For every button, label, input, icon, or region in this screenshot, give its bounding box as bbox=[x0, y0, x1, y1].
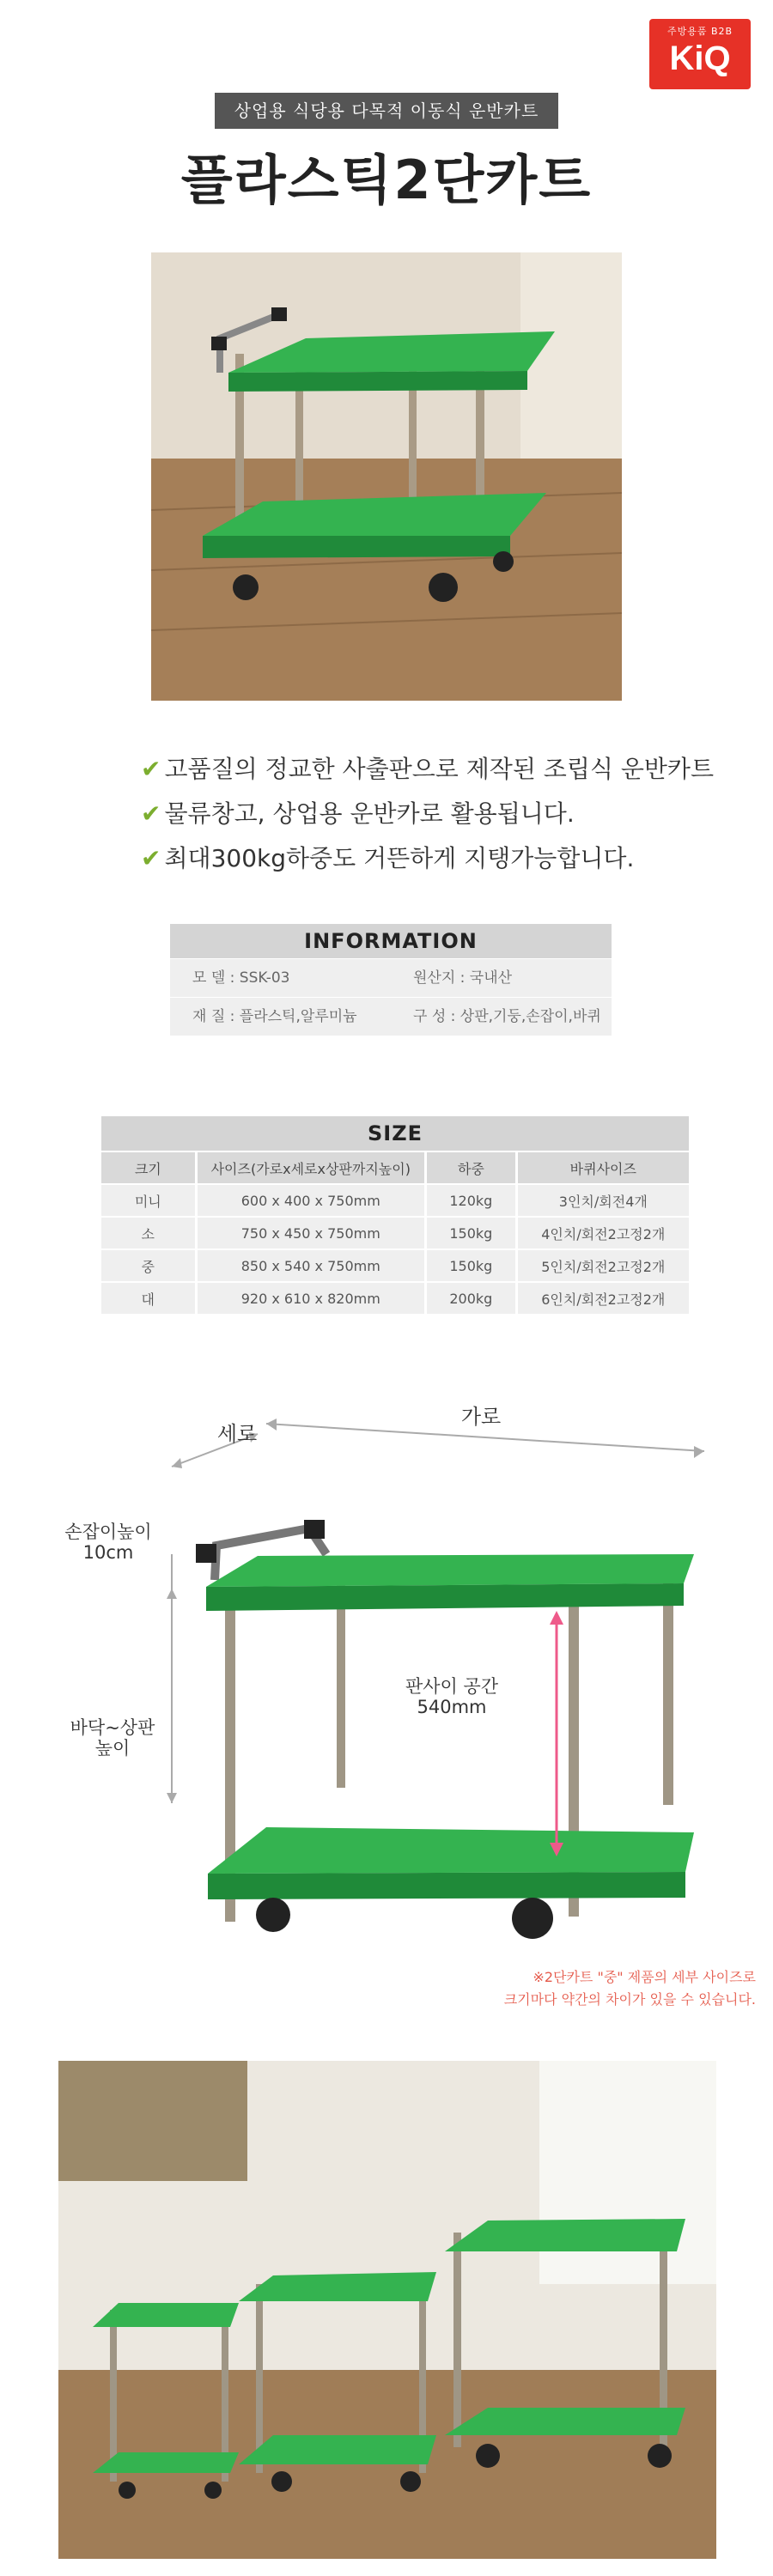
size-title: SIZE bbox=[101, 1116, 689, 1151]
information-table bbox=[170, 924, 612, 1036]
table-row: 미니 600 x 400 x 750mm 120kg 3인치/회전4개 bbox=[101, 1185, 689, 1216]
feature-item: ✔ 물류창고, 상업용 운반카로 활용됩니다. bbox=[141, 799, 575, 828]
info-components: 구 성 : 상판,기둥,손잡이,바퀴 bbox=[413, 1008, 601, 1025]
feature-item: ✔ 고품질의 정교한 사출판으로 제작된 조립식 운반카트 bbox=[141, 755, 715, 783]
brand-logo: KiQ bbox=[669, 39, 731, 77]
size-table-header bbox=[101, 1152, 689, 1183]
check-icon: ✔ bbox=[141, 799, 161, 828]
dimension-diagram bbox=[0, 1374, 773, 1941]
brand-badge bbox=[649, 19, 751, 89]
floor-height-label: 바닥~상판 높이 bbox=[70, 1717, 155, 1759]
check-icon: ✔ bbox=[141, 844, 161, 872]
col-dimensions: 사이즈(가로x세로x상판까지높이) bbox=[198, 1152, 427, 1183]
lineup-photo bbox=[58, 2061, 716, 2559]
table-row: 소 750 x 450 x 750mm 150kg 4인치/회전2고정2개 bbox=[101, 1218, 689, 1249]
info-row bbox=[170, 958, 612, 997]
feature-item: ✔ 최대300kg하중도 거뜬하게 지탱가능합니다. bbox=[141, 844, 635, 872]
info-model: 모 델 : SSK-03 bbox=[192, 969, 290, 987]
table-row: 중 850 x 540 x 750mm 150kg 5인치/회전2고정2개 bbox=[101, 1250, 689, 1281]
width-label: 가로 bbox=[460, 1405, 502, 1429]
col-size: 크기 bbox=[101, 1152, 198, 1183]
info-row bbox=[170, 997, 612, 1036]
depth-label: 세로 bbox=[216, 1422, 258, 1446]
size-note: ※2단카트 "중" 제품의 세부 사이즈로 크기마다 약간의 차이가 있을 수 있습니다. bbox=[503, 1969, 756, 2008]
check-icon: ✔ bbox=[141, 755, 161, 783]
product-photo bbox=[151, 252, 622, 701]
col-wheel: 바퀴사이즈 bbox=[518, 1152, 689, 1183]
page-title: 플라스틱2단카트 bbox=[180, 149, 593, 211]
information-title: INFORMATION bbox=[170, 924, 612, 958]
gap-label: 판사이 공간 540mm bbox=[405, 1676, 499, 1717]
info-origin: 원산지 : 국내산 bbox=[413, 969, 513, 987]
brand-tagline: 주방용품 B2B bbox=[666, 26, 733, 37]
info-material: 재 질 : 플라스틱,알루미늄 bbox=[192, 1008, 357, 1025]
subtitle-bar: 상업용 식당용 다목적 이동식 운반카트 bbox=[215, 93, 558, 129]
col-load: 하중 bbox=[427, 1152, 518, 1183]
handle-height-label: 손잡이높이 10cm bbox=[64, 1522, 152, 1563]
table-row: 대 920 x 610 x 820mm 200kg 6인치/회전2고정2개 bbox=[101, 1283, 689, 1314]
